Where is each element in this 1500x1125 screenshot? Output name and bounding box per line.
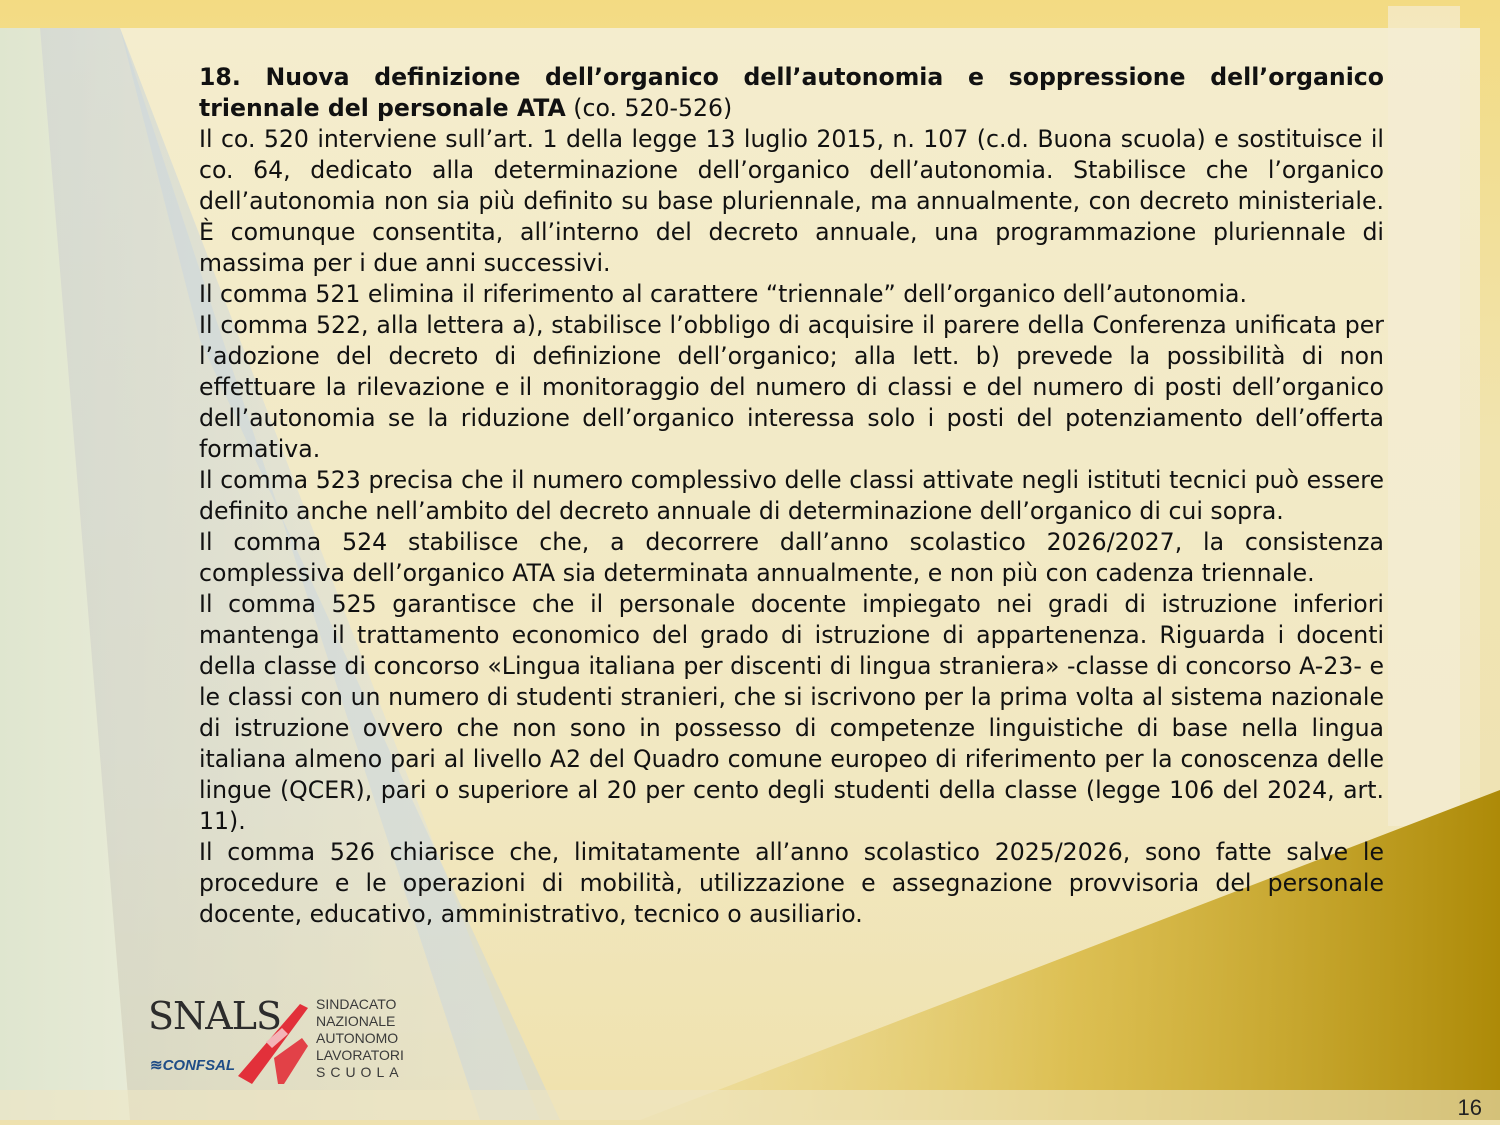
paragraph-co-525: Il comma 525 garantisce che il personale docente impiegato nei gradi di istruzione inferiori mantenga il trattamento economico del grado di istruzione di appartenenza. Riguarda i docenti della classe di concorso «Lingua italiana per discenti di lingua straniera» -classe di concorso A-23- e le classi con un numero di studenti stranieri, che si iscrivono per la prima volta al sistema nazionale di istruzione ovvero che non sono in possesso di competenze linguistiche di base nella lingua italiana almeno pari al livello A2 del Quadro comune europeo di riferimento per la conoscenza delle lingue (QCER), pari o superiore al 20 per cento degli studenti della classe (legge 106 del 2024, art. 11). xyxy=(199,590,1384,835)
logo-line: LAVORATORI xyxy=(316,1047,404,1063)
logo-line: SINDACATO xyxy=(316,996,397,1012)
heading-main: 18. Nuova definizione dell’organico dell’autonomia e soppressione dell’organico triennale del personale ATA xyxy=(199,63,1384,122)
logo-affiliation: ≋CONFSAL xyxy=(150,1057,236,1074)
paragraph-co-523: Il comma 523 precisa che il numero complessivo delle classi attivate negli istituti tecnici può essere definito anche nell’ambito del decreto annuale di determinazione dell’organico di cui sopra. xyxy=(199,466,1384,525)
confsal-icon: ≋ xyxy=(150,1057,163,1074)
bottom-strip xyxy=(0,1090,1500,1125)
paragraph-co-522: Il comma 522, alla lettera a), stabilisce l’obbligo di acquisire il parere della Conferenza unificata per l’adozione del decreto di definizione dell’organico; alla lett. b) prevede la possibilità di non effettuare la rilevazione e il monitoraggio del numero di classi e del numero di posti dell’organico dell’autonomia se la riduzione dell’organico interessa solo i posti del potenziamento dell’offerta formativa. xyxy=(199,311,1384,463)
page-number: 16 xyxy=(1457,1095,1482,1120)
logo-text-lines xyxy=(316,996,404,1081)
logo-line: SCUOLA xyxy=(316,1064,404,1080)
snals-logo xyxy=(148,994,418,1084)
paragraph-co-520: Il co. 520 interviene sull’art. 1 della legge 13 luglio 2015, n. 107 (c.d. Buona scuola) e sostituisce il co. 64, dedicato alla determinazione dell’organico dell’autonomia. Stabilisce che l’organico dell’autonomia non sia più definito su base pluriennale, ma annualmente, con decreto ministeriale. È comunque consentita, all’interno del decreto annuale, una programmazione pluriennale di massima per i due anni successivi. xyxy=(199,125,1384,277)
slide-heading xyxy=(199,62,1384,124)
logo-line: NAZIONALE xyxy=(316,1013,396,1029)
paragraph-co-524: Il comma 524 stabilisce che, a decorrere dall’anno scolastico 2026/2027, la consistenza complessiva dell’organico ATA sia determinata annualmente, e non più con cadenza triennale. xyxy=(199,528,1384,587)
slide-body xyxy=(199,62,1384,930)
logo-name: SNALS xyxy=(148,994,281,1038)
heading-sub: (co. 520-526) xyxy=(565,94,733,122)
right-column xyxy=(1388,6,1460,826)
logo-line: AUTONOMO xyxy=(316,1030,399,1046)
paragraph-co-526: Il comma 526 chiarisce che, limitatamente all’anno scolastico 2025/2026, sono fatte salve le procedure e le operazioni di mobilità, utilizzazione e assegnazione provvisoria del personale docente, educativo, amministrativo, tecnico o ausiliario. xyxy=(199,838,1384,928)
snals-mark-icon xyxy=(238,998,316,1084)
paragraph-co-521: Il comma 521 elimina il riferimento al carattere “triennale” dell’organico dell’autonomia. xyxy=(199,280,1248,308)
